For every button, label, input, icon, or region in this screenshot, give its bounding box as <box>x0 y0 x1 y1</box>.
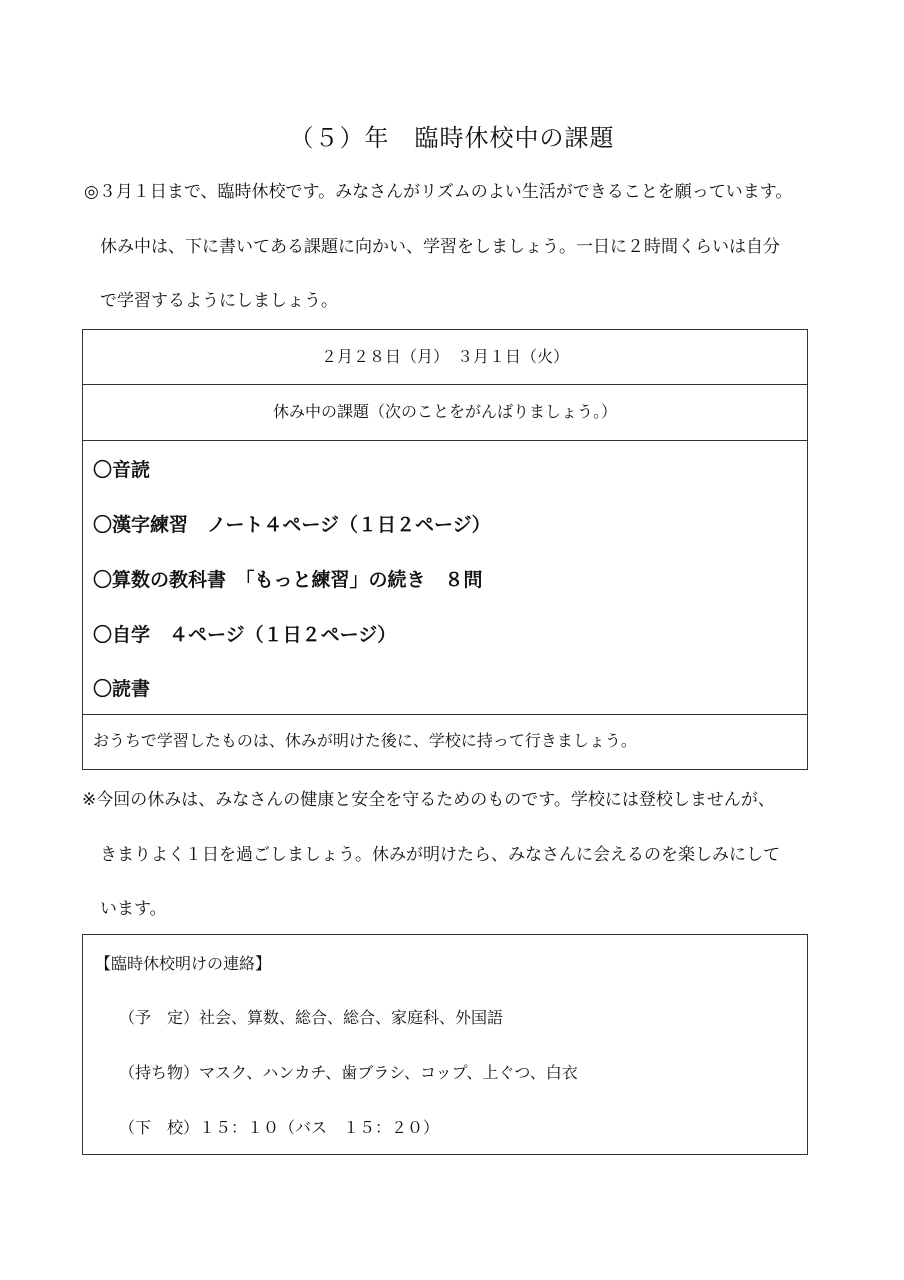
note-line-2: きまりよく１日を過ごしましょう。休みが明けたら、みなさんに会えるのを楽しみにして <box>100 845 780 865</box>
intro-line-2: 休み中は、下に書いてある課題に向かい、学習をしましょう。一日に２時間くらいは自分 <box>100 237 780 257</box>
contact-box <box>82 934 808 1155</box>
note-line-1: ※今回の休みは、みなさんの健康と安全を守るためのものです。学校には登校しませんが、 <box>82 790 775 810</box>
contact-heading: 【臨時休校明けの連絡】 <box>95 954 272 973</box>
assignment-table <box>82 329 808 770</box>
contact-belongings: （持ち物）マスク、ハンカチ、歯ブラシ、コップ、上ぐつ、白衣 <box>119 1063 578 1082</box>
task-item-self-study: 〇自学 ４ページ（１日２ページ） <box>93 624 397 646</box>
contact-schedule: （予 定）社会、算数、総合、総合、家庭科、外国語 <box>119 1008 504 1027</box>
task-item-kanji: 〇漢字練習 ノート４ページ（１日２ページ） <box>93 514 491 536</box>
task-item-math: 〇算数の教科書 「もっと練習」の続き ８問 <box>93 569 483 591</box>
task-list <box>83 441 807 715</box>
task-item-reading-aloud: 〇音読 <box>93 459 151 481</box>
page-title: （５）年 臨時休校中の課題 <box>289 124 615 152</box>
contact-dismissal: （下 校）１５：１０（バス １５：２０） <box>119 1118 440 1137</box>
task-item-reading: 〇読書 <box>93 678 151 700</box>
assignment-dates: ２月２８日（月） ３月１日（火） <box>83 330 807 385</box>
intro-line-1: ◎３月１日まで、臨時休校です。みなさんがリズムのよい生活ができることを願っています。 <box>84 182 793 202</box>
assignment-footer: おうちで学習したものは、休みが明けた後に、学校に持って行きましょう。 <box>93 731 637 750</box>
note-line-3: います。 <box>100 899 167 919</box>
intro-line-3: で学習するようにしましょう。 <box>100 291 338 311</box>
assignment-heading: 休み中の課題（次のことをがんばりましょう。） <box>83 385 807 441</box>
